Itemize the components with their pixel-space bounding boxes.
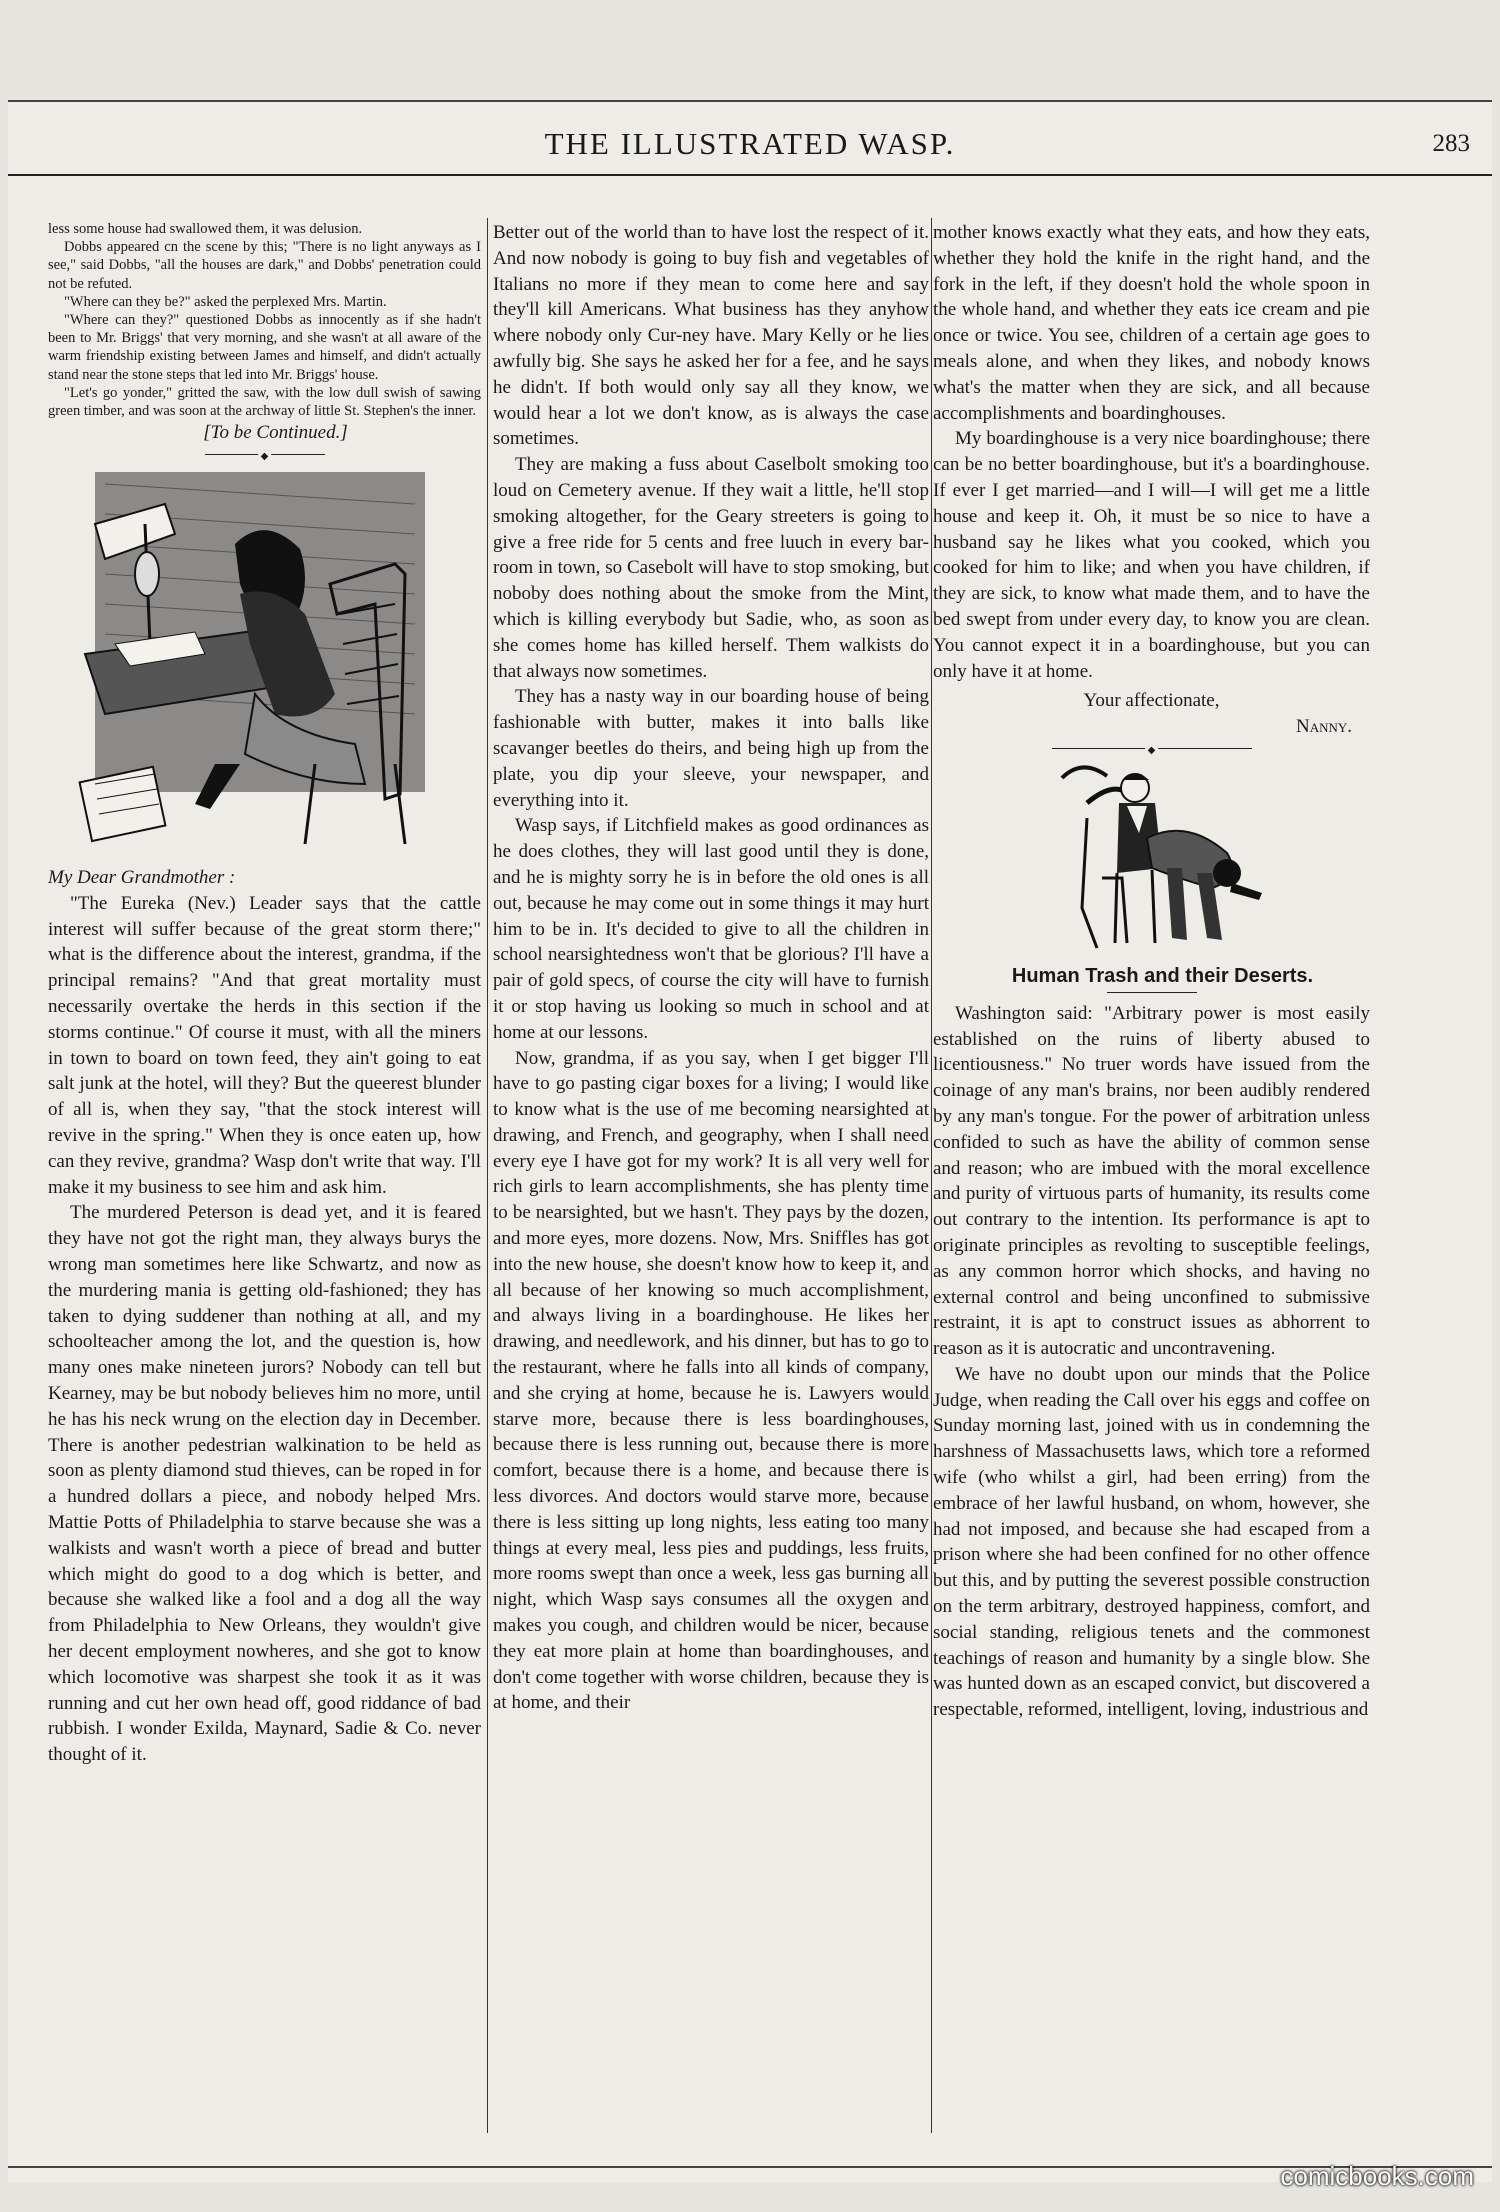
to-be-continued: [To be Continued.] [203, 422, 348, 444]
paragraph: We have no doubt upon our minds that the Police Judge, when reading the Call over his eggs and coffee on Sunday morning last, joined with us in condemning the harshness of Massachusetts laws, which tore a reformed wife (who whilst a girl, had been erring) from the embrace of her lawful husband, on whom, however, she had not imposed, and because she had escaped from a prison where she had been confined for no other offence but this, and by putting the severest possible construction on the term arbitrary, destroyed happiness, comfort, and social standing, religious tenets and the commonest teachings of reason and humanity by a single blow. She was hunted down as an escaped convict, but discovered a respectable, reformed, intelligent, loving, industrious and [933, 1363, 1370, 1721]
paragraph: Washington said: "Arbitrary power is most easily established on the ruins of liberty abused to licentiousness." No truer words have issued from the coinage of any man's brains, nor been audibly rendered by any man's tongue. For the power of arbitration unless confided to such as have the ability of common sense and reason; who are imbued with the moral excellence and purity of virtuous parts of humanity, its results come out contrary to the intention. Its performance is apt to originate principles as revolting to susceptible feelings, as any common horror which shocks, and having no external control and being unconfined to submissive restraint, it is apt to construct issues as abhorrent to reason as it is autocratic and uncontravening. [933, 1002, 1370, 1360]
newspaper-page [8, 100, 1492, 2182]
letter-closing: Your affectionate, [1083, 690, 1220, 712]
watermark: comicbooks.com [1280, 2161, 1474, 2191]
ornament-divider [1052, 744, 1252, 752]
girl-writing-illustration [75, 464, 455, 859]
bottom-rule [8, 2166, 1492, 2168]
paragraph: Wasp says, if Litchfield makes as good ordinances as he does clothes, they will last good until they is done, and he is mighty sorry he is in before the old ones is all out, because he may come out in some things it may hurt him to be in. It's decided to give to all the children in school nearsightedness won't that be glorious? I'll have a pair of gold specs, of course the city will have to furnish it or stop having us looking so much in school and at home at our lessons. [493, 815, 929, 1043]
paragraph: mother knows exactly what they eats, and how they eats, whether they hold the knife in the right hand, and the fork in the left, if they doesn't hold the whole spoon in the whole hand, and whether they eats ice cream and pie once or twice. You see, children of a certain age goes to meals alone, and when they likes, and nobody knows what's the matter when they are sick, and all because accomplishments and boardinghouses. [933, 222, 1370, 424]
paragraph: less some house had swallowed them, it was delusion. [48, 221, 363, 237]
paragraph: My boardinghouse is a very nice boardinghouse; there can be no better boardinghouse, but it's a boardinghouse. If ever I get married—and I will—I will get me a little house and keep it. Oh, it must be so nice to have a husband say he likes what you cooked, which you cooked for him to like; and when you have children, if they are sick, to know what made them, and to have the bed swept from under every day, to know you are clean. You cannot expect it in a boardinghouse, but you can only have it at home. [933, 428, 1370, 682]
column-1 [48, 220, 481, 1768]
column-3 [933, 220, 1370, 1723]
spanking-illustration [1027, 758, 1277, 958]
serial-story [48, 220, 481, 420]
salutation: My Dear Grandmother : [48, 867, 236, 889]
paragraph: "Where can they?" questioned Dobbs as innocently as if she hadn't been to Mr. Briggs' that very morning, and she wasn't at all aware of the warm friendship existing between James and himself, and didn't actually stand near the stone steps that led into Mr. Briggs' house. [48, 312, 481, 383]
illustration-caption: Human Trash and their Deserts. [1011, 964, 1314, 987]
paragraph: They has a nasty way in our boarding house of being fashionable with butter, makes it into balls like scavanger beetles do theirs, and being high up from the plate, you dip your sleeve, your newspaper, and everything into it. [493, 686, 929, 811]
paragraph: They are making a fuss about Caselbolt smoking too loud on Cemetery avenue. If they wait a little, he'll stop smoking altogether, for the Geary streeters is going to give a free ride for 5 cents and free luuch in every bar-room in town, so Casebolt will have to stop smoking, but noboby does nothing about the smoke from the Mint, which is killing everybody but Sadie, who, as soon as she comes home has killed herself. Them walkists do that always now sometimes. [493, 454, 929, 682]
paragraph: The murdered Peterson is dead yet, and it is feared they have not got the right man, they always burys the wrong man sometimes here like Schwartz, and now as the murdering mania is getting old-fashioned; they has taken to dying suddener than nothing at all, and my schoolteacher among the lot, and the question is, how many ones make nineteen jurors? Nobody can tell but Kearney, may be but nobody believes him no more, until he has his neck wrung on the election day in December. There is another pedestrian walkination to be held as soon as plenty diamond stud thieves, can be roped in for a hundred dollars a piece, and nobody helped Mrs. Mattie Potts of Philadelphia to starve because she was a walkists and wasn't worth a piece of bread and butter which might do good to a dog which is better, and because she walked like a fool and a dog all the way from Philadelphia to New Orleans, they wouldn't give her decent employment nowheres, and she got to know which locomotive was sharpest she took it as it was running and cut her own head off, good riddance of bad rubbish. I wonder Exilda, Maynard, Sadie & Co. never thought of it. [48, 1202, 481, 1766]
letter-signature: Nanny. [1295, 716, 1352, 738]
column-rule [487, 218, 488, 2133]
column-rule [931, 218, 932, 2133]
paragraph: "Where can they be?" asked the perplexed Mrs. Martin. [64, 293, 387, 310]
paragraph: "The Eureka (Nev.) Leader says that the cattle interest will suffer because of the great storm there;" what is the difference about the interest, grandma, if the principal remains? "And that great mortality must necessarily overtake the herds in this section if the storms continue." Of course it must, with all the miners in town to board on town feed, they ain't going to eat salt junk at the hotel, will they? But the queerest blunder of all is, when they say, "that the stock interest will revive in the spring." When they is once eaten up, how can they revive, grandma? Wasp don't write that way. I'll make it my business to see him and ask him. [48, 892, 481, 1198]
page-number: 283 [1432, 130, 1470, 157]
caption-rule [1107, 992, 1197, 993]
masthead: THE ILLUSTRATED WASP. [544, 126, 956, 161]
paragraph: Now, grandma, if as you say, when I get bigger I'll have to go pasting cigar boxes for a living; I would like to know what is the use of me becoming nearsighted at drawing, and French, and geography, when I shall need every eye I have got for my work? It is all very well for rich girls to learn accomplishments, she has plenty time to be nearsighted, but we hasn't. They pays by the dozen, and more eyes, more dozens. Now, Mrs. Sniffles has got into the new house, she doesn't know how to keep it, and all because of her knowing so much accomplishment, and always living in a boardinghouse. He likes her drawing, and needlework, and his dinner, but has to go to the restaurant, where he falls into all kinds of company, and she crying at home, because he is. Lawyers would starve more, because there is less boardinghouses, because there is less running out, because there is more comfort, because there is a home, and because there is less divorces. And doctors would starve more, because there is less sitting up long nights, less eating too many things at every meal, less pies and puddings, less fruits, more rooms swept than once a week, less gas burning all night, which Wasp says consumes all the oxygen and makes you cough, and children would be nicer, because they eat more plain at home than boardinghouses, and don't come together with worse children, because they is at home, and their [493, 1047, 929, 1714]
paragraph: "Let's go yonder," gritted the saw, with the low dull swish of sawing green timber, and was soon at the archway of little St. Stephen's the inner. [48, 384, 481, 420]
ornament-divider [205, 450, 325, 458]
column-2 [493, 220, 929, 1716]
page-header [8, 120, 1492, 176]
paragraph: Dobbs appeared cn the scene by this; "There is no light anyways as I see," said Dobbs, "all the houses are dark," and Dobbs' penetration could not be refuted. [48, 239, 481, 292]
paragraph: Better out of the world than to have lost the respect of it. And now nobody is going to buy fish and vegetables of Italians no more if they mean to come here and say they'll kill Americans. What business has they anyhow where nobody only Cur-ney have. Mary Kelly or he lies awfully big. She says he asked her for a fee, and he says he didn't. If both would only say all they know, we would hear a lot we don't know, as is always the case sometimes. [493, 222, 929, 450]
